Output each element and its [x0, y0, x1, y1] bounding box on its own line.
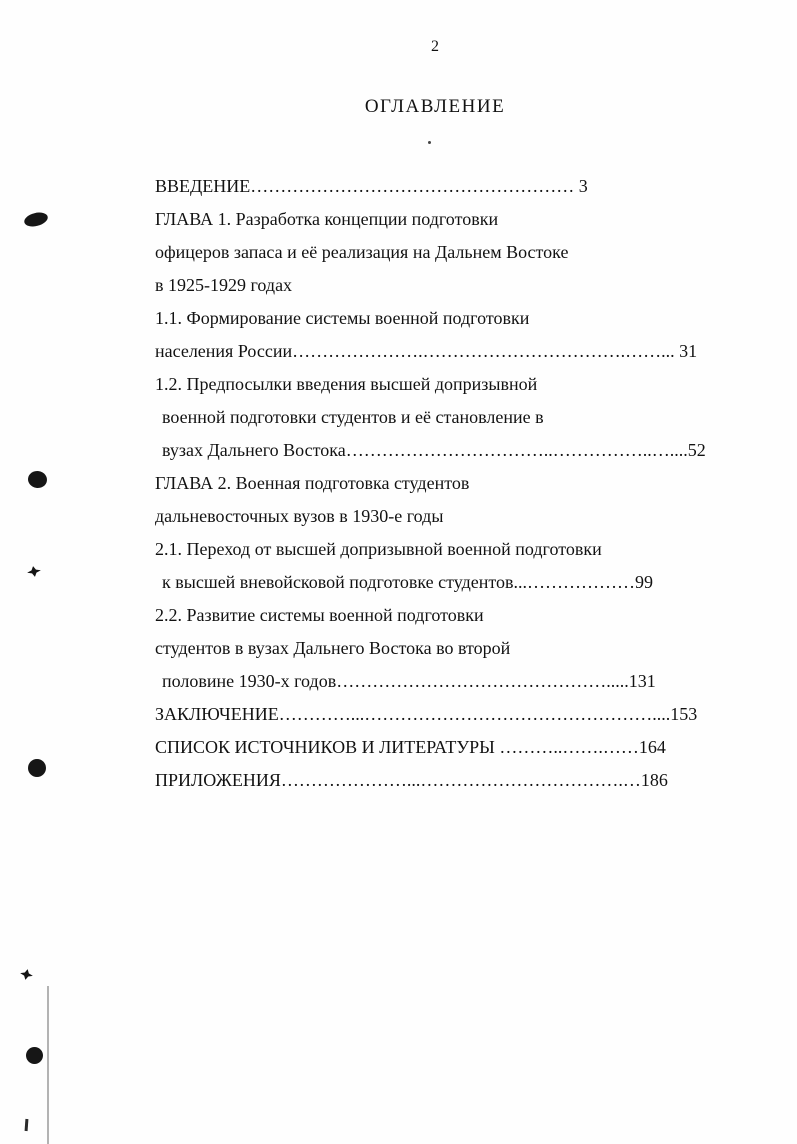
toc-entry: офицеров запаса и её реализация на Дальнем Востоке [155, 242, 569, 262]
toc-entry: СПИСОК ИСТОЧНИКОВ И ЛИТЕРАТУРЫ ………..…….……164 [155, 737, 666, 757]
page-number: 2 [431, 38, 439, 55]
toc-entry: ГЛАВА 1. Разработка концепции подготовки [155, 209, 499, 229]
toc-entry: ГЛАВА 2. Военная подготовка студентов [155, 473, 470, 493]
toc-entry: 2.2. Развитие системы военной подготовки [155, 605, 484, 625]
ink-speck-artifact [19, 968, 34, 981]
ink-blob-artifact [26, 1047, 43, 1064]
toc-entry: ЗАКЛЮЧЕНИЕ…………...…………………………………………....153 [155, 704, 698, 724]
toc-entry: населения России………………….…………………………….……... 31 [155, 341, 698, 361]
scan-dot-artifact [428, 141, 431, 144]
toc-entry: студентов в вузах Дальнего Востока во второй [155, 638, 511, 658]
toc-entry: ВВЕДЕНИЕ……………………………………………… 3 [155, 176, 588, 196]
ink-speck-artifact [26, 565, 42, 578]
toc-entry: 1.1. Формирование системы военной подготовки [155, 308, 530, 328]
ink-blob-artifact [23, 210, 49, 228]
ink-blob-artifact [28, 759, 46, 777]
page-title: ОГЛАВЛЕНИЕ [364, 96, 506, 117]
toc-entry: 2.1. Переход от высшей допризывной военной подготовки [155, 539, 602, 559]
toc-entry: дальневосточных вузов в 1930-е годы [155, 506, 444, 526]
toc-entry: половине 1930-х годов……………………………………….....131 [162, 671, 656, 691]
ink-blob-artifact [27, 470, 48, 489]
toc-entry: вузах Дальнего Востока……………………………..……………..…....52 [162, 440, 706, 460]
toc-entry: к высшей вневойсковой подготовке студентов...………………99 [162, 572, 654, 592]
ink-mark-artifact [25, 1119, 29, 1131]
toc-entry: военной подготовки студентов и её становление в [162, 407, 544, 427]
toc-entry: ПРИЛОЖЕНИЯ…………………...…………………………….…186 [155, 770, 668, 790]
toc-entry: 1.2. Предпосылки введения высшей допризывной [155, 374, 538, 394]
scan-edge-line-artifact [47, 986, 49, 1144]
toc-entry: в 1925-1929 годах [155, 275, 293, 295]
table-of-contents [155, 170, 740, 797]
